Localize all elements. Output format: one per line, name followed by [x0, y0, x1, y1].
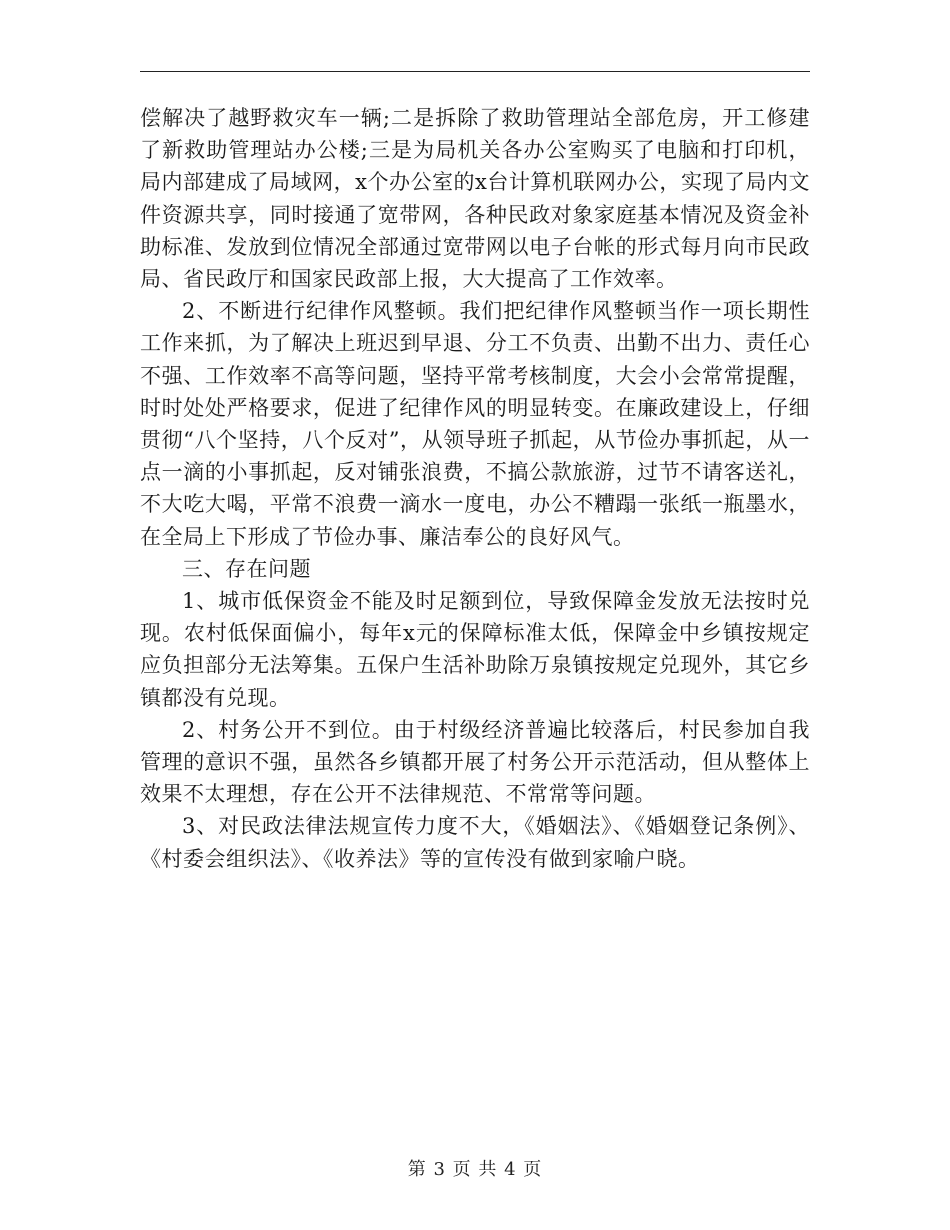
paragraph-continued: 偿解决了越野救灾车一辆;二是拆除了救助管理站全部危房，开工修建了新救助管理站办公楼;三是为局机关各办公室购买了电脑和打印机，局内部建成了局域网，x个办公室的x台计算机联网办公，实现了局内文件资源共享，同时接通了宽带网，各种民政对象家庭基本情况及资金补助标准、发放到位情况全部通过宽带网以电子台帐的形式每月向市民政局、省民政厅和国家民政部上报，大大提高了工作效率。 — [140, 106, 810, 292]
header-rule — [140, 71, 810, 72]
paragraph-problem-3: 3、对民政法律法规宣传力度不大，《婚姻法》、《婚姻登记条例》、《村委会组织法》、《收养法》等的宣传没有做到家喻户晓。 — [140, 814, 810, 871]
document-body — [140, 102, 810, 875]
paragraph-problem-1: 1、城市低保资金不能及时足额到位，导致保障金发放无法按时兑现。农村低保面偏小，每年x元的保障标准太低，保障金中乡镇按规定应负担部分无法筹集。五保户生活补助除万泉镇按规定兑现外，其它乡镇都没有兑现。 — [140, 589, 810, 710]
paragraph-problem-2: 2、村务公开不到位。由于村级经济普遍比较落后，村民参加自我管理的意识不强，虽然各乡镇都开展了村务公开示范活动，但从整体上效果不太理想，存在公开不法律规范、不常常等问题。 — [140, 717, 810, 807]
page-number: 第 3 页 共 4 页 — [407, 1159, 543, 1180]
paragraph-discipline: 2、不断进行纪律作风整顿。我们把纪律作风整顿当作一项长期性工作来抓，为了解决上班迟到早退、分工不负责、出勤不出力、责任心不强、工作效率不高等问题，坚持平常考核制度，大会小会常常提醒，时时处处严格要求，促进了纪律作风的明显转变。在廉政建设上，仔细贯彻“八个坚持，八个反对”，从领导班子抓起，从节俭办事抓起，从一点一滴的小事抓起，反对铺张浪费，不搞公款旅游，过节不请客送礼，不大吃大喝，平常不浪费一滴水一度电，办公不糟蹋一张纸一瓶墨水，在全局上下形成了节俭办事、廉洁奉公的良好风气。 — [140, 299, 810, 549]
section-heading-problems: 三、存在问题 — [182, 556, 311, 581]
